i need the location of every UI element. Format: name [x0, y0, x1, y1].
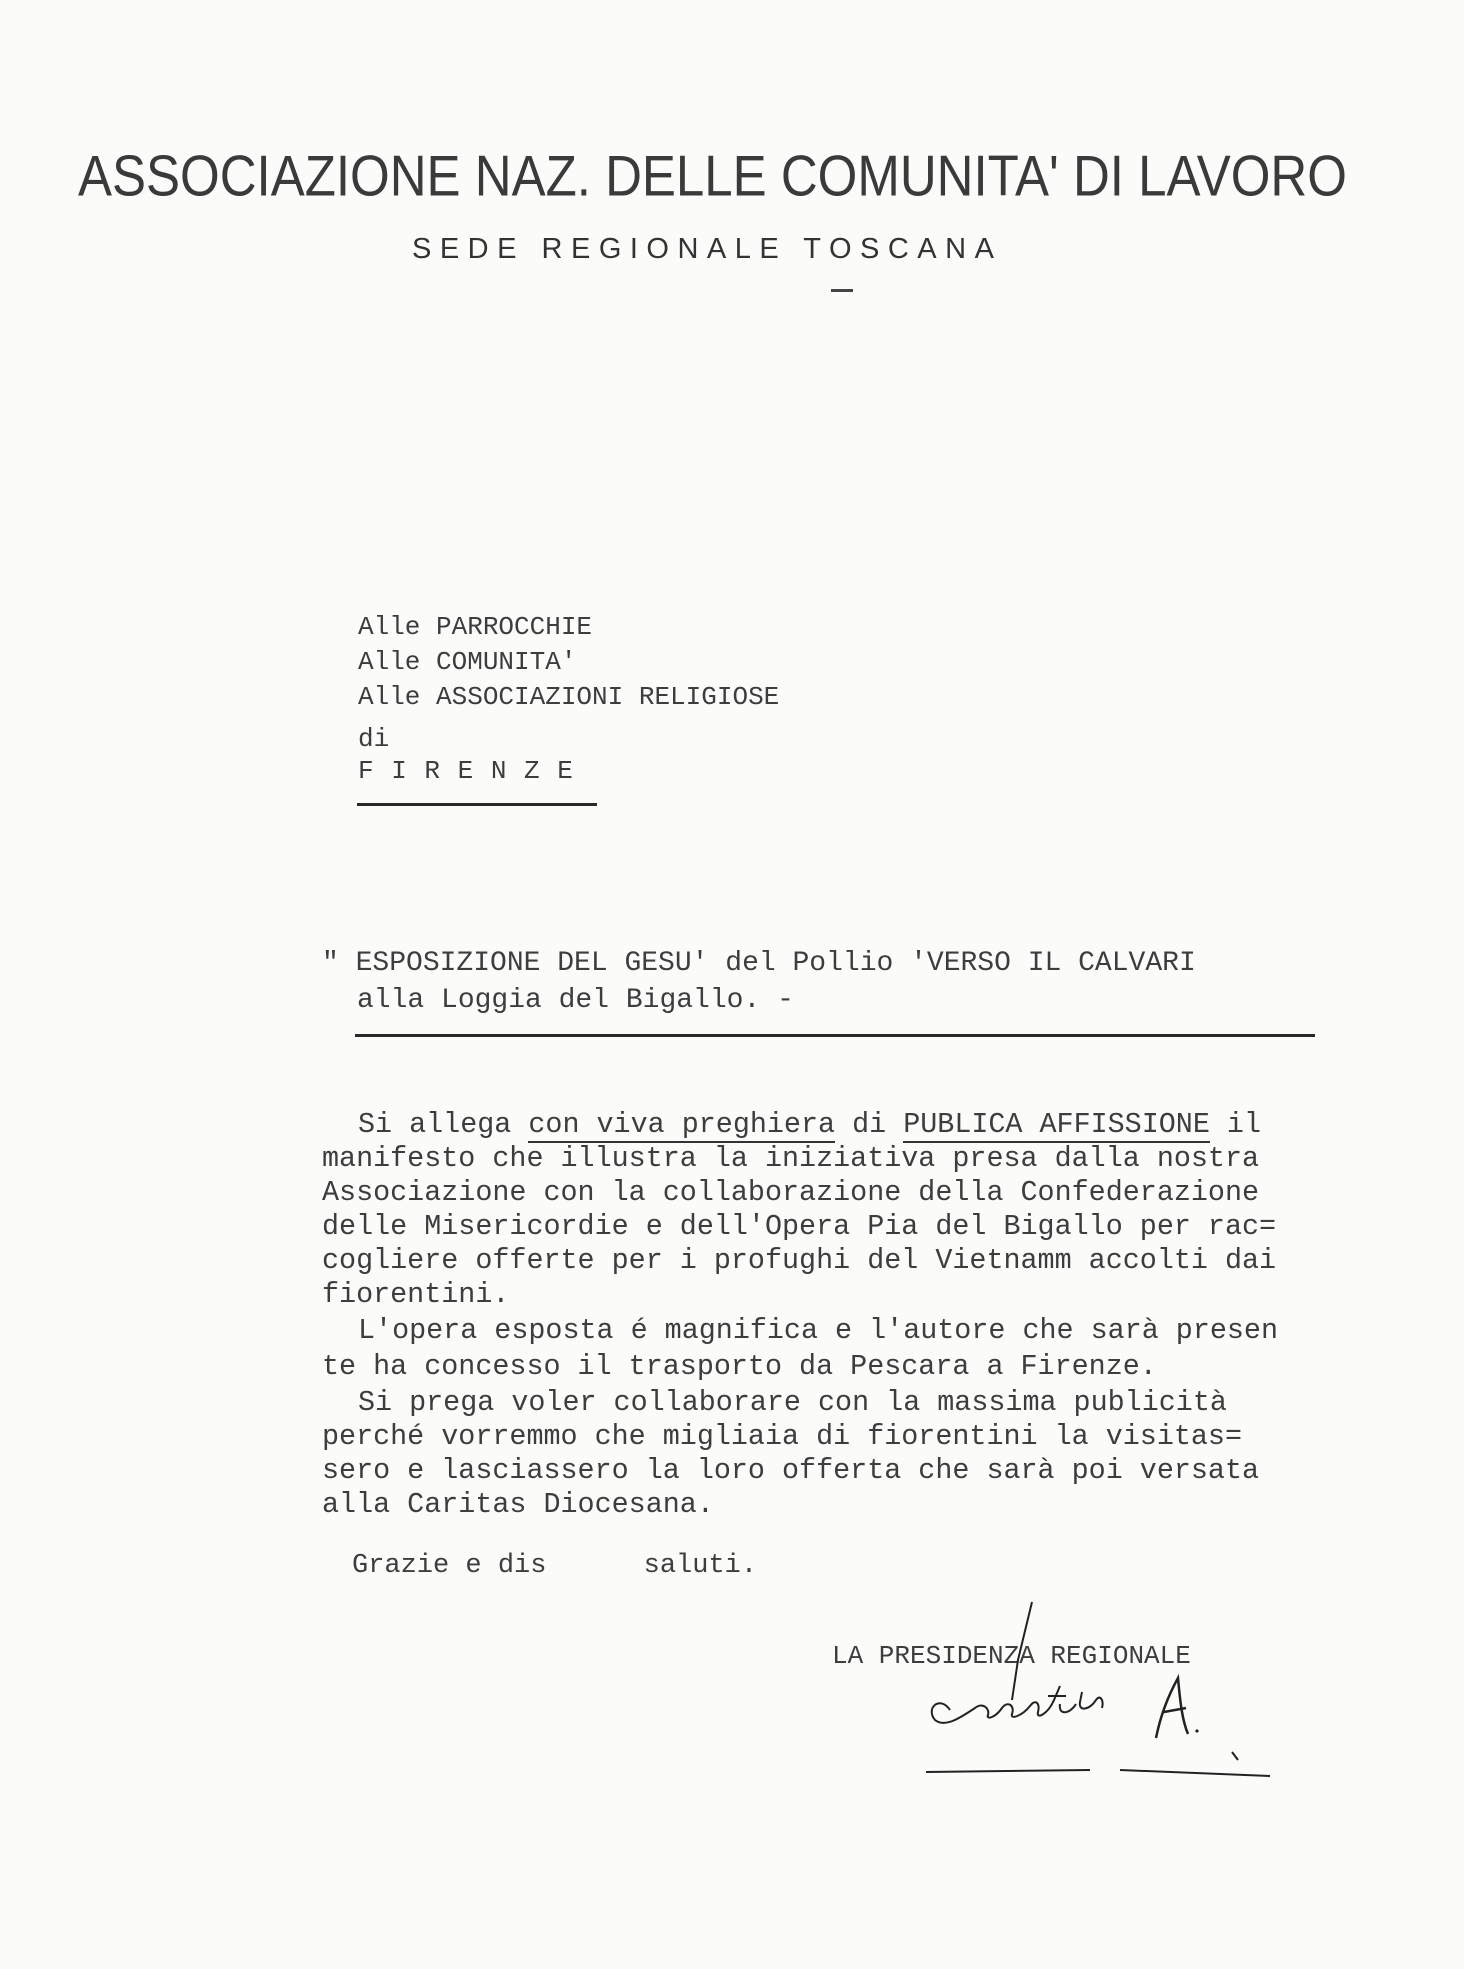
subject-underline [355, 1034, 1315, 1037]
addressee-line: di [358, 724, 390, 754]
underlined-phrase: PUBLICA AFFISSIONE [903, 1108, 1210, 1141]
body-line: Si allega con viva preghiera di PUBLICA AFFISSIONE il [358, 1108, 1261, 1141]
addressee-line: Alle PARROCCHIE [358, 612, 593, 642]
body-line: Si prega voler collaborare con la massima publicità [358, 1386, 1227, 1419]
organization-subtitle: SEDE REGIONALE TOSCANA [412, 233, 1003, 265]
subject-line-2: alla Loggia del Bigallo. - [357, 985, 794, 1016]
underlined-phrase: con viva preghiera [528, 1108, 836, 1141]
body-line: L'opera esposta é magnifica e l'autore che sarà presen [358, 1314, 1279, 1347]
body-line: alla Caritas Diocesana. [322, 1488, 714, 1521]
addressee-underline [357, 803, 597, 806]
closing-line: Grazie e dis saluti. [352, 1551, 758, 1581]
body-line: cogliere offerte per i profughi del Vietnamm accolti dai [322, 1244, 1277, 1277]
addressee-line: Alle COMUNITA' [358, 647, 577, 677]
body-line: perché vorremmo che migliaia di fiorentini la visitas= [322, 1420, 1243, 1453]
body-line: fiorentini. [322, 1278, 510, 1311]
addressee-city: F I R E N Z E [358, 756, 574, 786]
handwritten-signature [920, 1600, 1300, 1780]
signature-title: LA PRESIDENZA REGIONALE [832, 1641, 1191, 1671]
addressee-line: Alle ASSOCIAZIONI RELIGIOSE [358, 682, 780, 712]
body-line: Associazione con la collaborazione della Confederazione [322, 1176, 1260, 1209]
organization-name: ASSOCIAZIONE NAZ. DELLE COMUNITA' DI LAVORO [78, 144, 1347, 208]
header-dash [831, 289, 853, 292]
body-line: sero e lasciassero la loro offerta che sarà poi versata [322, 1454, 1260, 1487]
subject-line-1: " ESPOSIZIONE DEL GESU' del Pollio 'VERSO IL CALVARI [322, 948, 1196, 979]
body-line: te ha concesso il trasporto da Pescara a Firenze. [322, 1350, 1157, 1383]
body-line: manifesto che illustra la iniziativa presa dalla nostra [322, 1142, 1260, 1175]
body-line: delle Misericordie e dell'Opera Pia del Bigallo per rac= [322, 1210, 1277, 1243]
